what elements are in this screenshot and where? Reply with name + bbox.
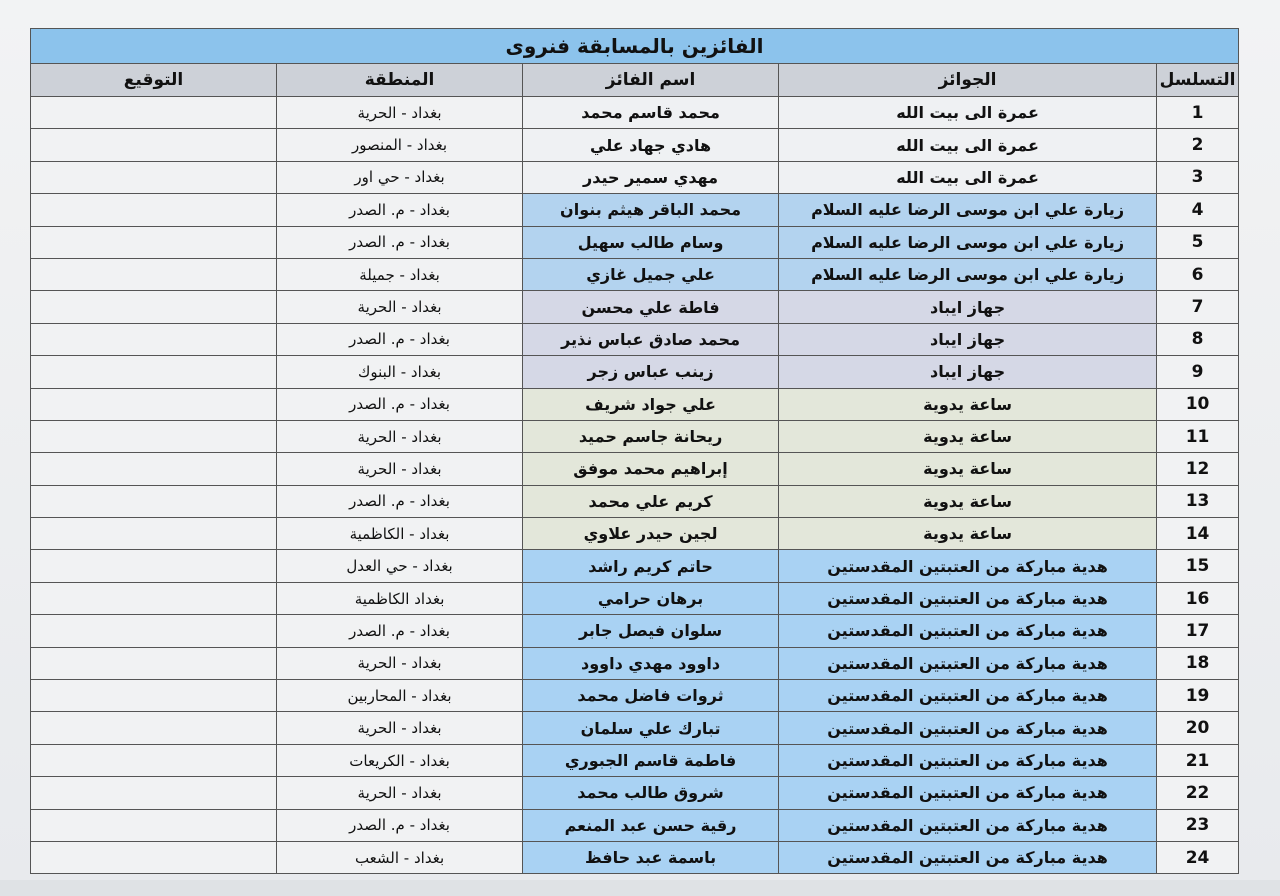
winner-name-cell: علي جميل غازي	[523, 258, 779, 290]
winner-name-cell: حاتم كريم راشد	[523, 550, 779, 582]
signature-cell	[31, 809, 277, 841]
table-row	[31, 356, 1239, 388]
serial-cell: 14	[1157, 518, 1239, 550]
winner-name-cell: رقية حسن عبد المنعم	[523, 809, 779, 841]
serial-cell: 16	[1157, 582, 1239, 614]
signature-cell	[31, 258, 277, 290]
prize-cell: ساعة يدوية	[779, 518, 1157, 550]
signature-cell	[31, 841, 277, 873]
header-signature: التوقيع	[31, 64, 277, 97]
table-row	[31, 420, 1239, 452]
prize-cell: هدية مباركة من العتبتين المقدستين	[779, 582, 1157, 614]
serial-cell: 4	[1157, 194, 1239, 226]
region-cell: بغداد - الحرية	[277, 97, 523, 129]
winners-table-wrapper	[30, 28, 1238, 874]
prize-cell: هدية مباركة من العتبتين المقدستين	[779, 744, 1157, 776]
winner-name-cell: علي جواد شريف	[523, 388, 779, 420]
prize-cell: جهاز ايباد	[779, 356, 1157, 388]
prize-cell: هدية مباركة من العتبتين المقدستين	[779, 712, 1157, 744]
prize-cell: زيارة علي ابن موسى الرضا عليه السلام	[779, 194, 1157, 226]
signature-cell	[31, 161, 277, 193]
signature-cell	[31, 453, 277, 485]
prize-cell: هدية مباركة من العتبتين المقدستين	[779, 647, 1157, 679]
prize-cell: عمرة الى بيت الله	[779, 129, 1157, 161]
winner-name-cell: محمد صادق عباس نذير	[523, 323, 779, 355]
region-cell: بغداد - م. الصدر	[277, 226, 523, 258]
serial-cell: 1	[1157, 97, 1239, 129]
table-row	[31, 550, 1239, 582]
table-row	[31, 485, 1239, 517]
table-row	[31, 323, 1239, 355]
region-cell: بغداد - م. الصدر	[277, 323, 523, 355]
region-cell: بغداد - الحرية	[277, 420, 523, 452]
table-row	[31, 647, 1239, 679]
serial-cell: 17	[1157, 615, 1239, 647]
region-cell: بغداد - حي العدل	[277, 550, 523, 582]
table-row	[31, 744, 1239, 776]
prize-cell: عمرة الى بيت الله	[779, 161, 1157, 193]
winner-name-cell: فاطة علي محسن	[523, 291, 779, 323]
prize-cell: زيارة علي ابن موسى الرضا عليه السلام	[779, 226, 1157, 258]
table-row	[31, 680, 1239, 712]
table-row	[31, 841, 1239, 873]
serial-cell: 15	[1157, 550, 1239, 582]
header-region: المنطقة	[277, 64, 523, 97]
region-cell: بغداد - م. الصدر	[277, 615, 523, 647]
winner-name-cell: سلوان فيصل جابر	[523, 615, 779, 647]
winner-name-cell: ثروات فاضل محمد	[523, 680, 779, 712]
serial-cell: 5	[1157, 226, 1239, 258]
signature-cell	[31, 420, 277, 452]
table-row	[31, 453, 1239, 485]
region-cell: بغداد - الشعب	[277, 841, 523, 873]
winner-name-cell: فاطمة قاسم الجبوري	[523, 744, 779, 776]
table-row	[31, 809, 1239, 841]
signature-cell	[31, 582, 277, 614]
table-row	[31, 226, 1239, 258]
header-row	[31, 64, 1239, 97]
signature-cell	[31, 291, 277, 323]
winner-name-cell: هادي جهاد علي	[523, 129, 779, 161]
region-cell: بغداد - الحرية	[277, 291, 523, 323]
table-row	[31, 129, 1239, 161]
winner-name-cell: برهان حرامي	[523, 582, 779, 614]
signature-cell	[31, 777, 277, 809]
region-cell: بغداد - البنوك	[277, 356, 523, 388]
table-row	[31, 258, 1239, 290]
serial-cell: 19	[1157, 680, 1239, 712]
region-cell: بغداد - م. الصدر	[277, 809, 523, 841]
serial-cell: 21	[1157, 744, 1239, 776]
signature-cell	[31, 680, 277, 712]
header-serial: التسلسل	[1157, 64, 1239, 97]
header-prize: الجوائز	[779, 64, 1157, 97]
signature-cell	[31, 226, 277, 258]
winner-name-cell: زينب عباس زجر	[523, 356, 779, 388]
signature-cell	[31, 356, 277, 388]
prize-cell: هدية مباركة من العتبتين المقدستين	[779, 615, 1157, 647]
winners-table	[30, 28, 1239, 874]
signature-cell	[31, 647, 277, 679]
serial-cell: 12	[1157, 453, 1239, 485]
serial-cell: 22	[1157, 777, 1239, 809]
signature-cell	[31, 485, 277, 517]
prize-cell: هدية مباركة من العتبتين المقدستين	[779, 550, 1157, 582]
table-row	[31, 777, 1239, 809]
bottom-strip	[0, 880, 1280, 896]
table-row	[31, 582, 1239, 614]
winner-name-cell: إبراهيم محمد موفق	[523, 453, 779, 485]
prize-cell: ساعة يدوية	[779, 420, 1157, 452]
region-cell: بغداد - م. الصدر	[277, 485, 523, 517]
region-cell: بغداد - المنصور	[277, 129, 523, 161]
serial-cell: 18	[1157, 647, 1239, 679]
signature-cell	[31, 388, 277, 420]
serial-cell: 23	[1157, 809, 1239, 841]
signature-cell	[31, 712, 277, 744]
winner-name-cell: محمد الباقر هيثم بنوان	[523, 194, 779, 226]
signature-cell	[31, 615, 277, 647]
winner-name-cell: تبارك علي سلمان	[523, 712, 779, 744]
serial-cell: 7	[1157, 291, 1239, 323]
winner-name-cell: داوود مهدي داوود	[523, 647, 779, 679]
serial-cell: 2	[1157, 129, 1239, 161]
prize-cell: هدية مباركة من العتبتين المقدستين	[779, 680, 1157, 712]
region-cell: بغداد - الحرية	[277, 777, 523, 809]
table-row	[31, 161, 1239, 193]
table-row	[31, 291, 1239, 323]
prize-cell: هدية مباركة من العتبتين المقدستين	[779, 809, 1157, 841]
table-body	[31, 97, 1239, 874]
table-row	[31, 615, 1239, 647]
serial-cell: 10	[1157, 388, 1239, 420]
serial-cell: 8	[1157, 323, 1239, 355]
signature-cell	[31, 323, 277, 355]
table-row	[31, 194, 1239, 226]
signature-cell	[31, 550, 277, 582]
signature-cell	[31, 129, 277, 161]
serial-cell: 20	[1157, 712, 1239, 744]
table-row	[31, 712, 1239, 744]
signature-cell	[31, 744, 277, 776]
winner-name-cell: لجين حيدر علاوي	[523, 518, 779, 550]
region-cell: بغداد - الكريعات	[277, 744, 523, 776]
serial-cell: 13	[1157, 485, 1239, 517]
region-cell: بغداد - حي اور	[277, 161, 523, 193]
prize-cell: هدية مباركة من العتبتين المقدستين	[779, 841, 1157, 873]
prize-cell: جهاز ايباد	[779, 291, 1157, 323]
region-cell: بغداد - جميلة	[277, 258, 523, 290]
serial-cell: 6	[1157, 258, 1239, 290]
region-cell: بغداد الكاظمية	[277, 582, 523, 614]
serial-cell: 24	[1157, 841, 1239, 873]
table-row	[31, 388, 1239, 420]
serial-cell: 9	[1157, 356, 1239, 388]
title-row	[31, 29, 1239, 64]
region-cell: بغداد - م. الصدر	[277, 388, 523, 420]
serial-cell: 3	[1157, 161, 1239, 193]
signature-cell	[31, 518, 277, 550]
winner-name-cell: محمد قاسم محمد	[523, 97, 779, 129]
table-row	[31, 97, 1239, 129]
prize-cell: هدية مباركة من العتبتين المقدستين	[779, 777, 1157, 809]
header-winner: اسم الفائز	[523, 64, 779, 97]
prize-cell: جهاز ايباد	[779, 323, 1157, 355]
region-cell: بغداد - الكاظمية	[277, 518, 523, 550]
region-cell: بغداد - المحاربين	[277, 680, 523, 712]
winner-name-cell: ريحانة جاسم حميد	[523, 420, 779, 452]
winner-name-cell: باسمة عبد حافظ	[523, 841, 779, 873]
winner-name-cell: كريم علي محمد	[523, 485, 779, 517]
signature-cell	[31, 194, 277, 226]
table-title: الفائزين بالمسابقة فنروى	[31, 29, 1239, 64]
prize-cell: عمرة الى بيت الله	[779, 97, 1157, 129]
prize-cell: ساعة يدوية	[779, 485, 1157, 517]
winner-name-cell: وسام طالب سهيل	[523, 226, 779, 258]
region-cell: بغداد - الحرية	[277, 453, 523, 485]
region-cell: بغداد - الحرية	[277, 647, 523, 679]
signature-cell	[31, 97, 277, 129]
prize-cell: زيارة علي ابن موسى الرضا عليه السلام	[779, 258, 1157, 290]
region-cell: بغداد - م. الصدر	[277, 194, 523, 226]
winner-name-cell: مهدي سمير حيدر	[523, 161, 779, 193]
serial-cell: 11	[1157, 420, 1239, 452]
winner-name-cell: شروق طالب محمد	[523, 777, 779, 809]
region-cell: بغداد - الحرية	[277, 712, 523, 744]
table-row	[31, 518, 1239, 550]
prize-cell: ساعة يدوية	[779, 388, 1157, 420]
prize-cell: ساعة يدوية	[779, 453, 1157, 485]
